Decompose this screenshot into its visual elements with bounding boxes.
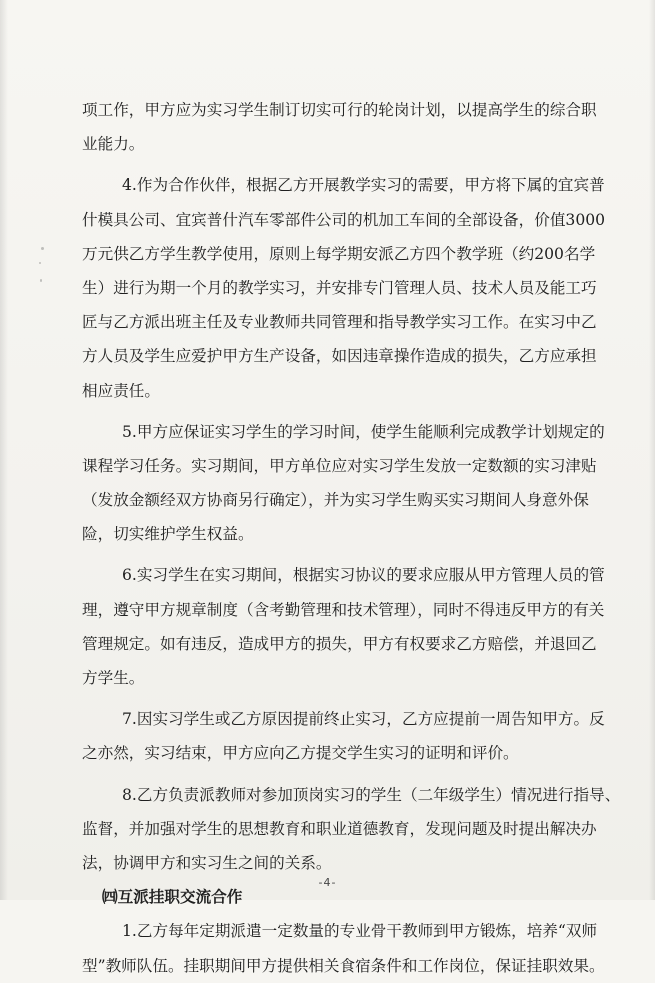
text-line: 业能力。 <box>82 135 145 154</box>
text-line: 相应责任。 <box>82 381 160 400</box>
scan-speck <box>41 247 44 250</box>
text-line: 管理规定。如有违反，造成甲方的损失，甲方有权要求乙方赔偿，并退回乙 <box>82 634 597 653</box>
clause-7-line: 7.因实习学生或乙方原因提前终止实习，乙方应提前一周告知甲方。反 <box>122 710 605 729</box>
document-body <box>82 93 621 983</box>
text-line: 之亦然，实习结束，甲方应向乙方提交学生实习的证明和评价。 <box>82 744 519 763</box>
scan-speck <box>40 279 42 282</box>
text-line: 方人员及学生应爱护甲方生产设备，如因违章操作造成的损失，乙方应承担 <box>82 347 597 366</box>
scan-edge-left <box>0 0 8 900</box>
text-line: 监督，并加强对学生的思想教育和职业道德教育，发现问题及时提出解决办 <box>82 819 597 838</box>
text-line: 法，协调甲方和实习生之间的关系。 <box>82 853 332 872</box>
clause-4-line: 4.作为合作伙伴，根据乙方开展教学实习的需要，甲方将下属的宜宾普 <box>122 176 605 195</box>
text-line: （发放金额经双方协商另行确定），并为实习学生购买实习期间人身意外保 <box>82 491 589 510</box>
scan-speck <box>39 262 41 264</box>
text-line: 项工作，甲方应为实习学生制订切实可行的轮岗计划，以提高学生的综合职 <box>82 101 597 119</box>
text-line: 理，遵守甲方规章制度（含考勤管理和技术管理），同时不得违反甲方的有关 <box>82 600 605 619</box>
text-line: 课程学习任务。实习期间，甲方单位应对实习学生发放一定数额的实习津贴 <box>82 456 597 475</box>
text-line: 险，切实维护学生权益。 <box>82 525 254 544</box>
text-line: 型”教师队伍。挂职期间甲方提供相关食宿条件和工作岗位，保证挂职效果。 <box>82 956 605 975</box>
text-line: 匠与乙方派出班主任及专业教师共同管理和指导教学实习工作。在实习中乙 <box>82 313 597 332</box>
clause-8-line: 8.乙方负责派教师对参加顶岗实习的学生（二年级学生）情况进行指导、 <box>122 785 621 804</box>
page-number: -4- <box>318 876 337 889</box>
text-line: 生）进行为期一个月的教学实习，并安排专门管理人员、技术人员及能工巧 <box>82 278 597 297</box>
clause-1-line: 1.乙方每年定期派遣一定数量的专业骨干教师到甲方锻炼，培养“双师 <box>122 922 598 941</box>
text-line: 什模具公司、宜宾普什汽车零部件公司的机加工车间的全部设备，价值3000 <box>82 210 606 229</box>
scan-edge-right <box>649 0 655 900</box>
clause-5-line: 5.甲方应保证实习学生的学习时间，使学生能顺利完成教学计划规定的 <box>122 422 605 441</box>
text-line: 万元供乙方学生教学使用，原则上每学期安派乙方四个教学班（约200名学 <box>82 244 596 263</box>
section-heading: ㈣互派挂职交流合作 <box>102 887 243 907</box>
clause-6-line: 6.实习学生在实习期间，根据实习协议的要求应服从甲方管理人员的管 <box>122 566 605 585</box>
text-line: 方学生。 <box>82 669 145 687</box>
